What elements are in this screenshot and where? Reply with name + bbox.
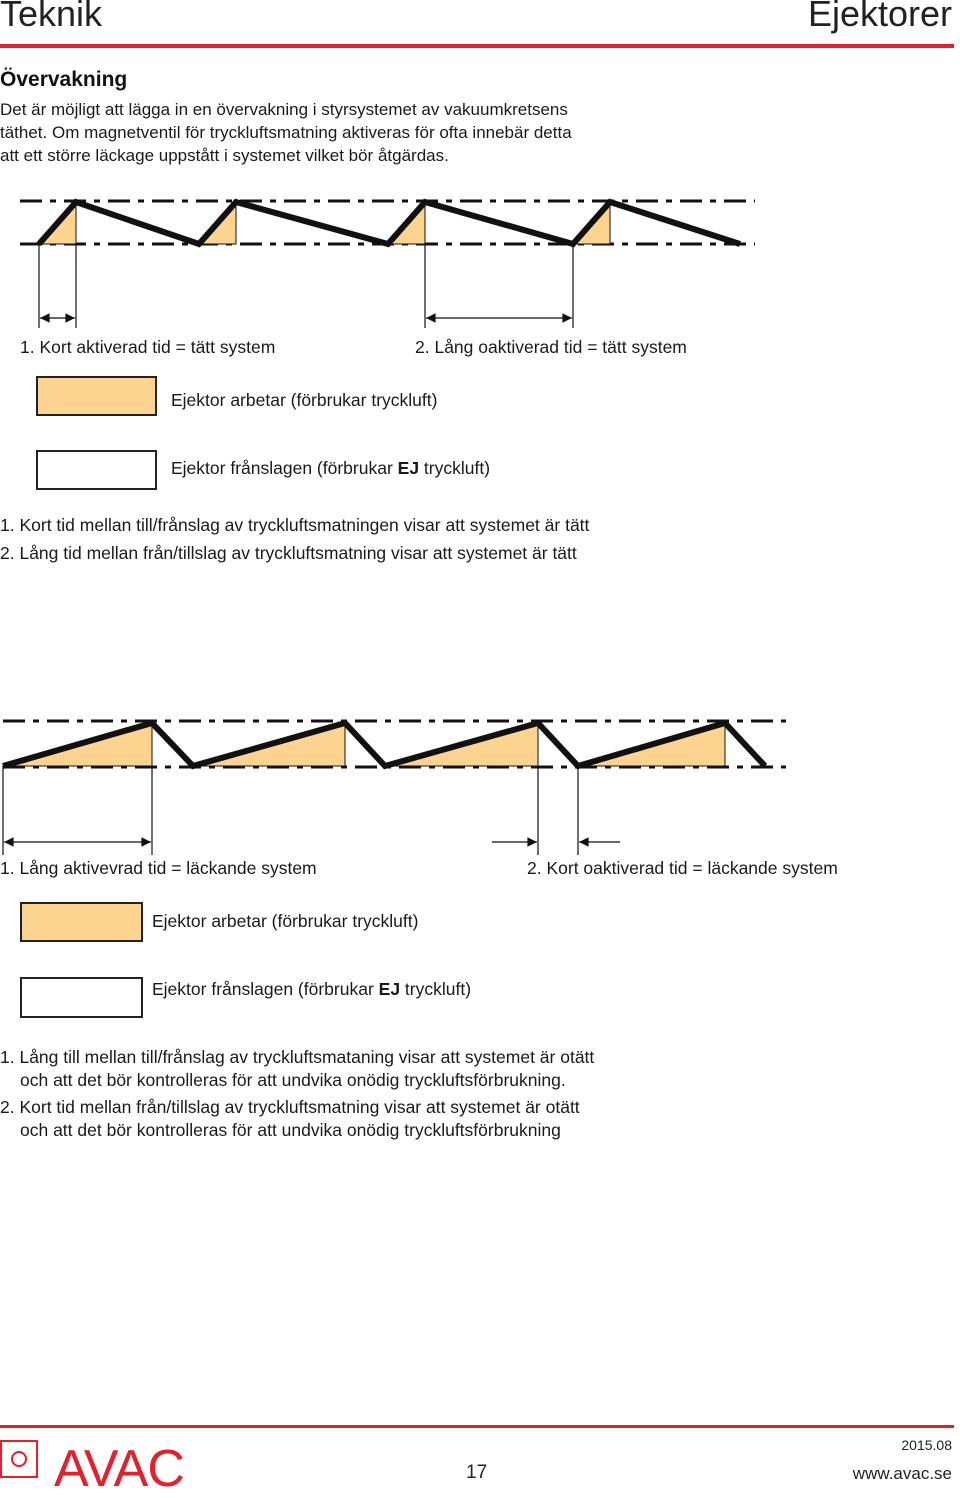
legend-swatch-active bbox=[20, 902, 143, 942]
diagram-leaking-system bbox=[0, 710, 800, 860]
intro-line: att ett större läckage uppstått i systemet vilket bör åtgärdas. bbox=[0, 146, 449, 165]
legend-inactive-label: Ejektor frånslagen (förbrukar EJ tryckluft) bbox=[171, 458, 491, 478]
intro-paragraph bbox=[0, 98, 640, 167]
footer-date: 2015.08 bbox=[901, 1437, 952, 1453]
diagram2-label-short-inactive: 2. Kort oaktiverad tid = läckande system bbox=[527, 858, 838, 878]
legend-swatch-active bbox=[36, 376, 157, 416]
diagram2-note: 2. Kort tid mellan från/tillslag av tryckluftsmatning visar att systemet är otätt bbox=[0, 1097, 580, 1117]
footer-divider bbox=[0, 1425, 954, 1428]
legend-swatch-inactive bbox=[20, 977, 143, 1018]
legend-inactive-label: Ejektor frånslagen (förbrukar EJ tryckluft) bbox=[152, 979, 472, 999]
diagram1-label-long-inactive: 2. Lång oaktiverad tid = tätt system bbox=[415, 337, 687, 357]
intro-line: täthet. Om magnetventil för tryckluftsmatning aktiveras för ofta innebär detta bbox=[0, 123, 572, 142]
avac-logo-icon bbox=[0, 1440, 38, 1478]
diagram1-label-short-active: 1. Kort aktiverad tid = tätt system bbox=[20, 337, 276, 357]
legend-active-label: Ejektor arbetar (förbrukar tryckluft) bbox=[152, 911, 419, 931]
section-title: Övervakning bbox=[0, 68, 128, 91]
header-divider bbox=[0, 44, 954, 48]
intro-line: Det är möjligt att lägga in en övervakning i styrsystemet av vakuumkretsens bbox=[0, 100, 568, 119]
diagram2-label-long-active: 1. Lång aktivevrad tid = läckande system bbox=[0, 858, 317, 878]
page-number: 17 bbox=[466, 1462, 488, 1483]
brand-logo-text: AVAC bbox=[54, 1440, 184, 1498]
diagram-tight-system bbox=[0, 190, 800, 340]
legend-active-label: Ejektor arbetar (förbrukar tryckluft) bbox=[171, 390, 438, 410]
legend-swatch-inactive bbox=[36, 450, 157, 490]
header-title-right: Ejektorer bbox=[807, 0, 952, 34]
logo-circle-icon bbox=[11, 1451, 27, 1467]
footer-website-link[interactable]: www.avac.se bbox=[852, 1464, 952, 1483]
diagram1-note: 1. Kort tid mellan till/frånslag av tryckluftsmatningen visar att systemet är tätt bbox=[0, 515, 590, 535]
pressure-curve bbox=[39, 202, 740, 244]
diagram1-note: 2. Lång tid mellan från/tillslag av tryckluftsmatning visar att systemet är tätt bbox=[0, 543, 577, 563]
diagram2-note: och att det bör kontrolleras för att undvika onödig tryckluftsförbrukning. bbox=[20, 1070, 566, 1090]
header-title-left: Teknik bbox=[0, 0, 103, 34]
diagram2-note: och att det bör kontrolleras för att undvika onödig tryckluftsförbrukning bbox=[20, 1120, 561, 1140]
diagram2-note: 1. Lång till mellan till/frånslag av tryckluftsmataning visar att systemet är otätt bbox=[0, 1047, 595, 1067]
